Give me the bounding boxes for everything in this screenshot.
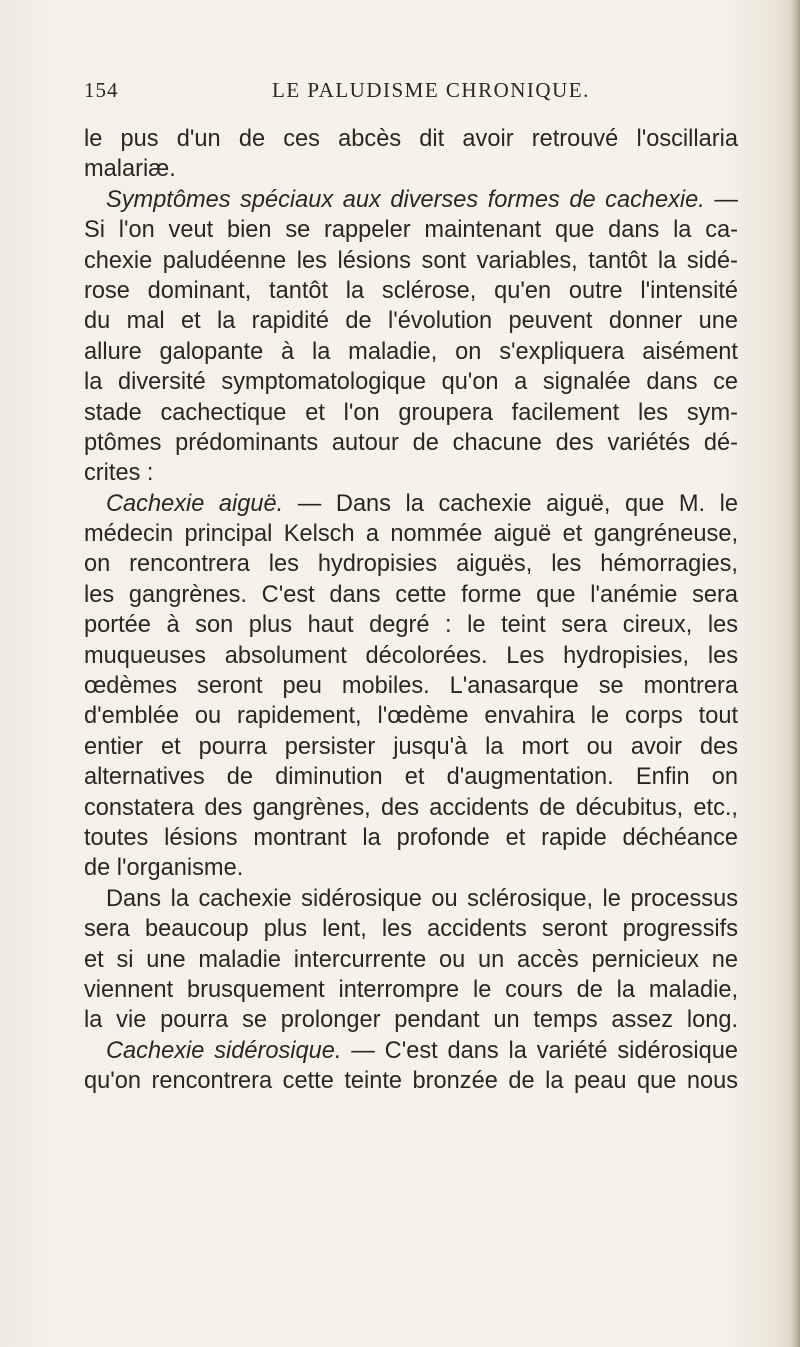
text-line <box>84 124 738 154</box>
text-line <box>84 367 738 397</box>
text-line <box>84 793 738 823</box>
line-text: allure galopante à la maladie, on s'expliquera aisément <box>84 338 738 365</box>
text-line <box>84 580 738 610</box>
line-text: stade cachectique et l'on groupera facilement les sym- <box>84 399 738 426</box>
line-text: qu'on rencontrera cette teinte bronzée de la peau que nous <box>84 1068 738 1095</box>
line-text: viennent brusquement interrompre le cours de la maladie, <box>84 976 738 1003</box>
section-heading: Symptômes spéciaux aux diverses formes de cachexie. <box>106 186 705 213</box>
text-line <box>84 671 738 701</box>
line-text: de l'organisme. <box>84 855 244 882</box>
line-text: la vie pourra se prolonger pendant un temps assez long. <box>84 1007 738 1034</box>
paragraph <box>84 1036 738 1097</box>
text-line <box>84 1036 738 1066</box>
text-line <box>84 519 738 549</box>
text-line <box>84 1005 738 1035</box>
text-line <box>84 215 738 245</box>
text-line <box>84 641 738 671</box>
text-line <box>84 853 738 883</box>
line-text: entier et pourra persister jusqu'à la mort ou avoir des <box>84 733 738 760</box>
paragraph <box>84 489 738 884</box>
text-line <box>84 549 738 579</box>
line-text: médecin principal Kelsch a nommée aiguë et gangréneuse, <box>84 521 738 548</box>
paragraph <box>84 884 738 1036</box>
text-line <box>84 337 738 367</box>
line-text: constatera des gangrènes, des accidents de décubitus, etc., <box>84 794 738 821</box>
text-line <box>84 762 738 792</box>
text-line <box>84 276 738 306</box>
page-header <box>84 78 724 108</box>
line-text: œdèmes seront peu mobiles. L'anasarque se montrera <box>84 673 738 700</box>
text-line <box>84 185 738 215</box>
text-line <box>84 823 738 853</box>
line-text: Si l'on veut bien se rappeler maintenant que dans la ca- <box>84 217 738 244</box>
line-text: on rencontrera les hydropisies aiguës, les hémorragies, <box>84 551 738 578</box>
text-line <box>84 945 738 975</box>
text-line <box>84 428 738 458</box>
line-text: du mal et la rapidité de l'évolution peuvent donner une <box>84 308 738 335</box>
line-text: — <box>704 186 738 213</box>
line-text: portée à son plus haut degré : le teint sera cireux, les <box>84 612 738 639</box>
text-line <box>84 914 738 944</box>
text-line <box>84 884 738 914</box>
line-text: rose dominant, tantôt la sclérose, qu'en outre l'intensité <box>84 277 738 304</box>
line-text: — C'est dans la variété sidérosique <box>341 1037 739 1064</box>
line-text: muqueuses absolument décolorées. Les hydropisies, les <box>84 642 738 669</box>
line-text: Dans la cachexie sidérosique ou sclérosique, le processus <box>106 885 738 912</box>
line-text: la diversité symptomatologique qu'on a signalée dans ce <box>84 369 738 396</box>
text-line <box>84 458 738 488</box>
body-text <box>84 124 738 1097</box>
line-text: — Dans la cachexie aiguë, que M. le <box>283 490 738 517</box>
line-text: chexie paludéenne les lésions sont variables, tantôt la sidé- <box>84 247 738 274</box>
page-edge-shadow <box>790 0 800 1347</box>
paragraph <box>84 124 738 185</box>
text-line <box>84 306 738 336</box>
line-text: les gangrènes. C'est dans cette forme que l'anémie sera <box>84 581 738 608</box>
section-heading: Cachexie sidérosique. <box>106 1037 342 1064</box>
page-number: 154 <box>84 78 119 102</box>
text-line <box>84 246 738 276</box>
line-text: crites : <box>84 460 154 487</box>
paragraph <box>84 185 738 489</box>
text-line <box>84 489 738 519</box>
text-line <box>84 610 738 640</box>
text-line <box>84 701 738 731</box>
line-text: le pus d'un de ces abcès dit avoir retrouvé l'oscillaria <box>84 126 738 152</box>
line-text: et si une maladie intercurrente ou un accès pernicieux ne <box>84 946 738 973</box>
text-line <box>84 975 738 1005</box>
section-heading: Cachexie aiguë. <box>106 490 284 517</box>
line-text: malariæ. <box>84 156 176 183</box>
line-text: sera beaucoup plus lent, les accidents seront progressifs <box>84 916 738 943</box>
line-text: d'emblée ou rapidement, l'œdème envahira le corps tout <box>84 703 738 730</box>
text-line <box>84 732 738 762</box>
line-text: ptômes prédominants autour de chacune des variétés dé- <box>84 429 738 456</box>
text-line <box>84 398 738 428</box>
line-text: toutes lésions montrant la profonde et rapide déchéance <box>84 824 738 851</box>
text-line <box>84 1066 738 1096</box>
line-text: alternatives de diminution et d'augmentation. Enfin on <box>84 764 738 791</box>
text-line <box>84 154 738 184</box>
running-title: LE PALUDISME CHRONIQUE. <box>272 78 590 102</box>
